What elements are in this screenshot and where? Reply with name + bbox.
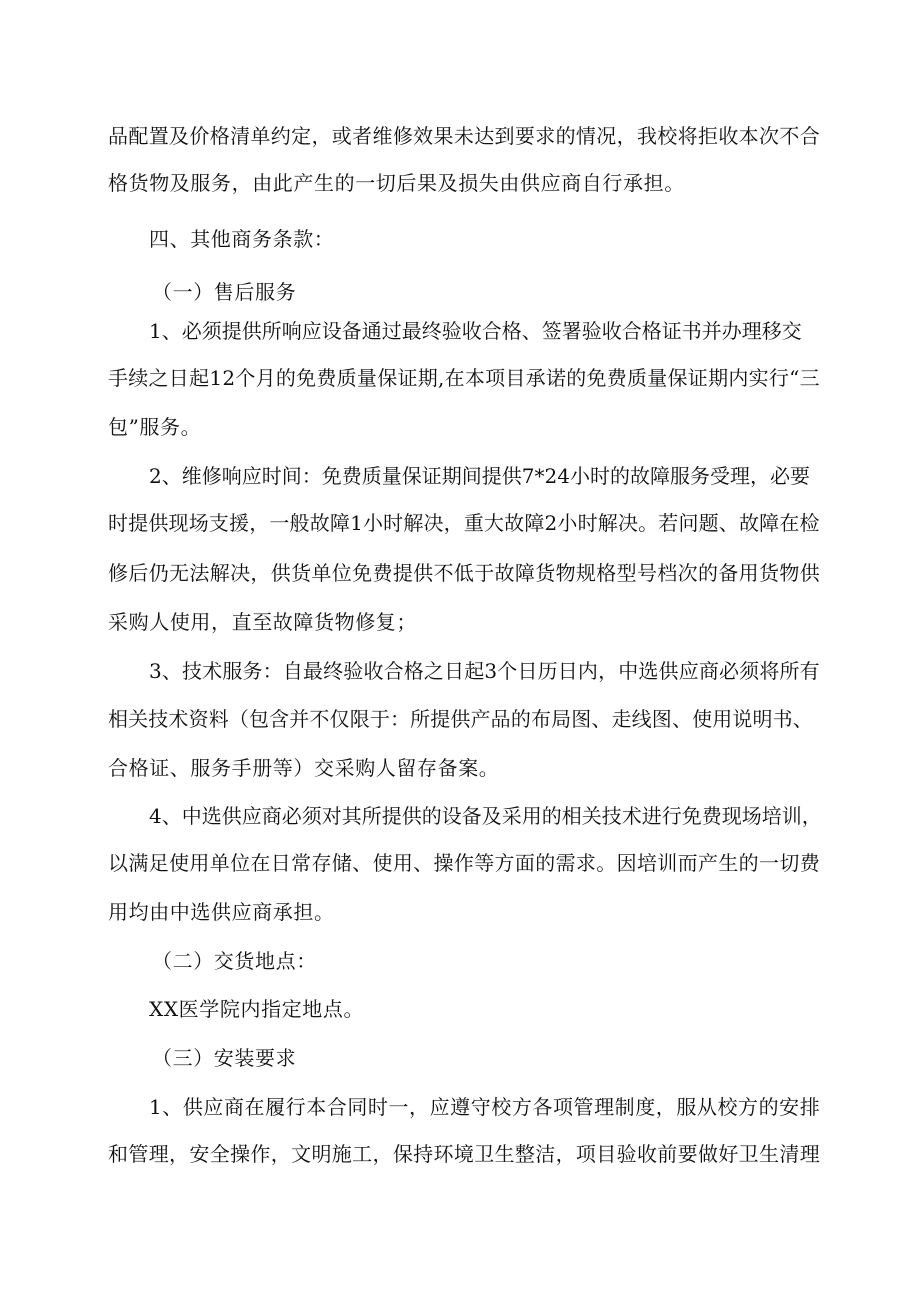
subsection-heading: （二）交货地点： <box>152 949 317 973</box>
section-heading: 四、其他商务条款： <box>149 227 335 251</box>
text-line: 修 后 仍 无 法 解 决 ， 供 货 单 位 免 费 提 供 不 低 于 故 障 货 物 规 格 型 号 档 次 的 备 用 货 物 供 <box>108 561 820 585</box>
text-line: 格货物及服务，由此产生的一切后果及损失由供应商自行承担。 <box>108 171 685 195</box>
text-line: 相 关 技 术 资 料 （ 包 含 并 不 仅 限 于 ： 所 提 供 产 品 的 布 局 图 、 走 线 图 、 使 用 说 明 书 、 <box>108 707 813 731</box>
text-line: 2 、 维 修 响 应 时 间 ： 免 费 质 量 保 证 期 间 提 供 7 * 2 4 小 时 的 故 障 服 务 受 理 ， 必 要 <box>149 464 810 488</box>
text-line: 合格证、服务手册等）交采购人留存备案。 <box>108 756 500 780</box>
text-line: 和 管 理 ， 安 全 操 作 ， 文 明 施 工 ， 保 持 环 境 卫 生 整 洁 ， 项 目 验 收 前 要 做 好 卫 生 清 理 <box>108 1142 820 1166</box>
text-line: 以 满 足 使 用 单 位 在 日 常 存 储 、 使 用 、 操 作 等 方 面 的 需 求 。 因 培 训 而 产 生 的 一 切 费 <box>108 851 820 875</box>
text-line: 1 、 供 应 商 在 履 行 本 合 同 时 一 ， 应 遵 守 校 方 各 项 管 理 制 度 ， 服 从 校 方 的 安 排 <box>149 1095 820 1119</box>
text-line: 3 、 技 术 服 务 ： 自 最 终 验 收 合 格 之 日 起 3 个 日 历 日 内 ， 中 选 供 应 商 必 须 将 所 有 <box>149 659 820 683</box>
text-line: 时 提 供 现 场 支 援 ， 一 般 故 障 1 小 时 解 决 ， 重 大 故 障 2 小 时 解 决 。 若 问 题 、 故 障 在 检 <box>108 511 820 535</box>
text-line: 用均由中选供应商承担。 <box>108 900 335 924</box>
subsection-heading: （三）安装要求 <box>152 1046 297 1070</box>
text-line: XX医学院内指定地点。 <box>149 997 365 1021</box>
subsection-heading: （一）售后服务 <box>152 280 297 304</box>
text-line: 4 、 中 选 供 应 商 必 须 对 其 所 提 供 的 设 备 及 采 用 的 相 关 技 术 进 行 免 费 现 场 培 训 ， <box>149 804 822 828</box>
text-line: 品 配 置 及 价 格 清 单 约 定 ， 或 者 维 修 效 果 未 达 到 要 求 的 情 况 ， 我 校 将 拒 收 本 次 不 合 <box>108 124 820 148</box>
text-line: 1 、 必 须 提 供 所 响 应 设 备 通 过 最 终 验 收 合 格 、 签 署 验 收 合 格 证 书 并 办 理 移 交 <box>149 319 802 343</box>
text-line: 采购人使用，直至故障货物修复； <box>108 610 417 634</box>
text-line: 包”服务。 <box>108 415 202 439</box>
text-line: 手 续 之 日 起 1 2 个 月 的 免 费 质 量 保 证 期 , 在 本 项 目 承 诺 的 免 费 质 量 保 证 期 内 实 行 “ 三 <box>108 366 820 390</box>
